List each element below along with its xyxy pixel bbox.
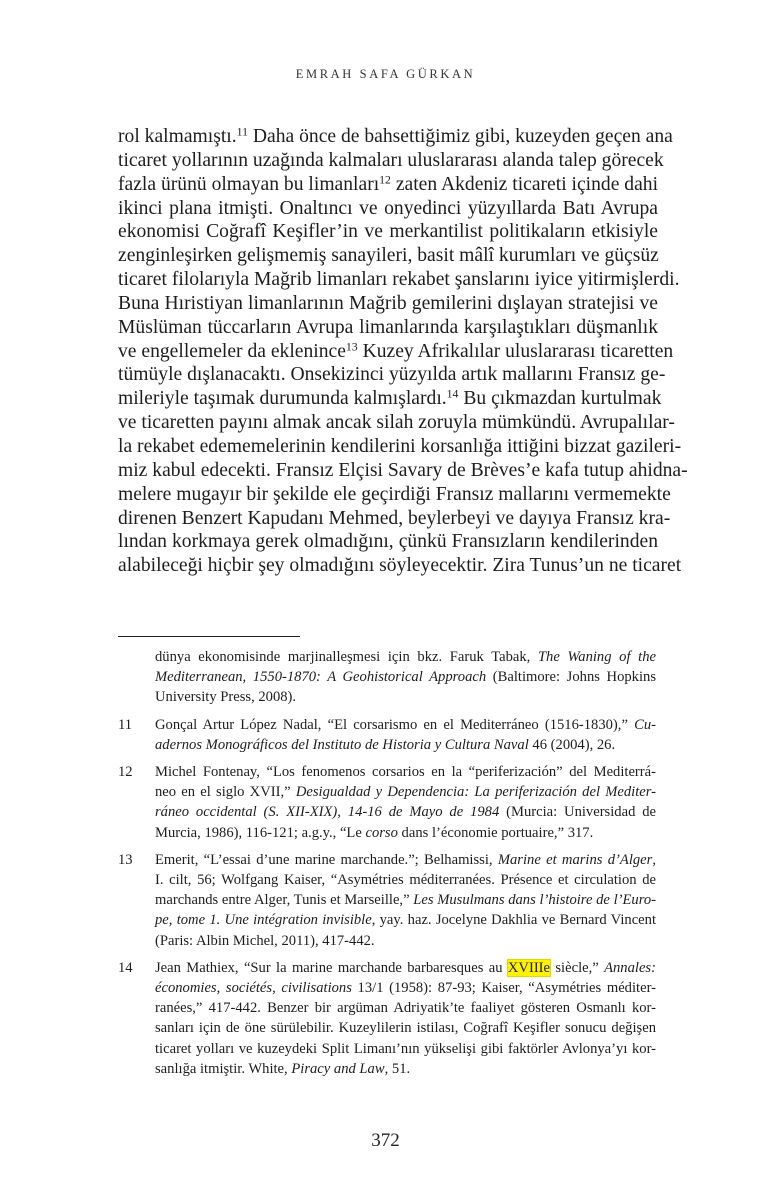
footnote-continuation: dünya ekonomisinde marjinalleşmesi için bkz. Faruk Tabak, The Waning of the Mediterranean, 1550-1870: A Geohistorical Approach (Baltimore: Johns Hopkins University Press, 2008). — [155, 649, 656, 706]
footnote-number: 13 — [118, 851, 133, 868]
body-line: ticaret yollarının uzağında kalmaları uluslararası alanda talep görecek — [118, 149, 664, 171]
footnote-ref[interactable]: 14 — [446, 387, 459, 401]
body-line: ve ticaretten payını almak ancak silah zoruyla mümkündü. Avrupalılar- — [118, 412, 675, 434]
footnote-ref[interactable]: 12 — [379, 173, 391, 187]
footnote-number: 14 — [118, 959, 133, 976]
body-text — [118, 125, 688, 578]
highlighted-text[interactable]: XVIIIe — [507, 959, 551, 976]
footnote-13: 13 Emerit, “L’essai d’une marine marchande.”; Belhamissi, Marine et marins d’Alger, I. cilt, 56; Wolfgang Kaiser, “Asymétries méditerranées. Présence et circulation de marchands entre Alger, Tunis et Marseille,” Les Musulmans dans l’histoire de l’Euro- pe, tome 1. Une intégration invisible, yay. haz. Jocelyne Dakhlia ve Bernard Vincent (Paris: Albin Michel, 2011), 417-442. — [118, 851, 656, 949]
footnote-ref[interactable]: 13 — [345, 340, 358, 354]
body-line: miz kabul edecekti. Fransız Elçisi Savary de Brèves’e kafa tutup ahidna- — [118, 459, 688, 481]
footnote-11: 11 Gonçal Artur López Nadal, “El corsarismo en el Mediterráneo (1516-1830),” Cu- adernos Monográficos del Instituto de Historia y Cultura Naval 46 (2004), 26. — [118, 716, 656, 753]
footnote-ref[interactable]: 11 — [236, 125, 248, 139]
body-line: tümüyle dışlanacaktı. Onsekizinci yüzyılda artık mallarını Fransız ge- — [118, 364, 666, 386]
footnote-rule — [118, 636, 300, 637]
page-number: 372 — [371, 1130, 400, 1151]
footnote-number: 12 — [118, 764, 133, 781]
body-line: melere mugayır bir şekilde ele geçirdiği Fransız mallarını vermemekte — [118, 483, 671, 505]
body-line: Buna Hıristiyan limanlarının Mağrib gemilerini dışlayan stratejisi ve — [118, 292, 658, 314]
body-line: ve engellemeler da eklenince$^{13}$ Kuzey Afrikalılar uluslararası ticaretten — [118, 340, 674, 362]
body-line: fazla ürünü olmayan bu limanları$^{12}$ zaten Akdeniz ticareti içinde dahi — [118, 173, 659, 195]
body-line: ikinci plana itmişti. Onaltıncı ve onyedinci yüzyıllarda Batı Avrupa — [118, 197, 658, 219]
body-line: Müslüman tüccarların Avrupa limanlarında karşılaştıkları düşmanlık — [118, 316, 658, 338]
body-line: mileriyle taşımak durumunda kalmışlardı.$^{14}$ Bu çıkmazdan kurtulmak — [118, 387, 662, 410]
body-line: lından korkmaya gerek olmadığını, çünkü Fransızların kendilerinden — [118, 531, 658, 553]
body-line: alabileceği hiçbir şey olmadığını söyleyecektir. Zira Tunus’un ne ticaret — [118, 555, 682, 577]
body-line: direnen Benzert Kapudanı Mehmed, beylerbeyi ve dayıya Fransız kra- — [118, 507, 671, 529]
footnote-14: 14 Jean Mathiex, “Sur la marine marchande barbaresques au XVIIIe siècle,” Annales: économies, sociétés, civilisations 13/1 (1958): 87-93; Kaiser, “Asymétries méditer- ranées,” 417-442. Benzer bir argüman Adriyatik’te faaliyet gösteren Osmanlı kor- sanları için de öne sürülebilir. Kuzeylilerin istilası, Coğrafî Keşifler sonucu değişen ticaret yolları ve kuzeydeki Split Limanı’nın yükselişi gibi faktörler Avlonya’yı kor- sanlığa itmiştir. White, Piracy and Law, 51. — [118, 959, 656, 1077]
body-line: ekonomisi Coğrafî Keşifler’in ve merkantilist politikaların etkisiyle — [118, 221, 658, 243]
footnotes — [118, 647, 656, 1086]
body-line: ticaret filolarıyla Mağrib limanları rekabet şanslarını iyice yitirmişlerdi. — [118, 269, 680, 291]
body-line: rol kalmamıştı.$^{11}$ Daha önce de bahsettiğimiz gibi, kuzeyden geçen ana — [118, 125, 673, 147]
running-head: EMRAH SAFA GÜRKAN — [295, 67, 476, 81]
body-line: la rekabet edememelerinin kendilerini korsanlığa ittiğini bizzat gazileri- — [118, 435, 682, 457]
footnote-number: 11 — [118, 716, 133, 733]
body-line: zenginleşirken gelişmemiş sanayileri, basit mâlî kurumları ve güçsüz — [118, 245, 659, 267]
footnote-12: 12 Michel Fontenay, “Los fenomenos corsarios en la “periferización” del Mediterrá- neo en el siglo XVII,” Desigualdad y Dependencia: La periferización del Mediter- ráneo occidental (S. XII-XIX), 14-16 de Mayo de 1984 (Murcia: Universidad de Murcia, 1986), 116-121; a.g.y., “Le corso dans l’économie portuaire,” 317. — [118, 764, 656, 841]
